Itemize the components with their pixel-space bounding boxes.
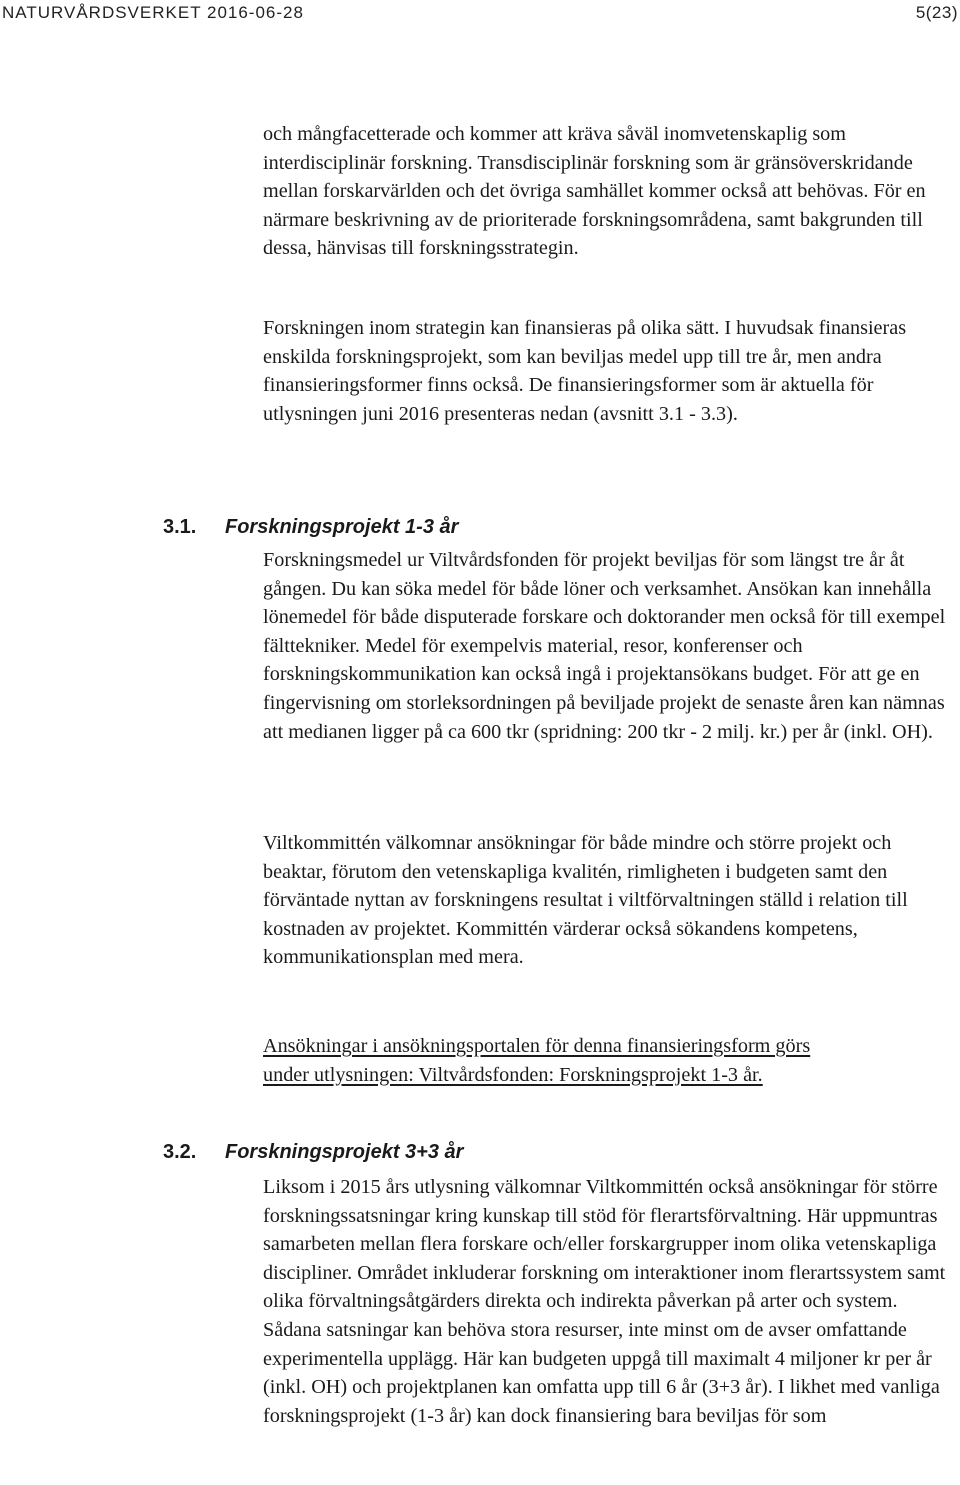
application-portal-link-line-1[interactable]: Ansökningar i ansökningsportalen för denna finansieringsform görs [263, 1035, 811, 1057]
header-page-number: 5(23) [915, 3, 958, 22]
section-number: 3.1. [163, 516, 197, 538]
section-title: Forskningsprojekt 3+3 år [225, 1141, 464, 1163]
section-3-1-paragraph-2: Viltkommittén välkomnar ansökningar för både mindre och större projekt och beaktar, förutom den vetenskapliga kvalitén, rimligheten i budgeten samt den förväntade nyttan av forskningens resultat i viltförvaltningen ställd i relation till kostnaden av projektet. Kommittén värderar också sökandens kompetens, kommunikationsplan med mera. [263, 832, 908, 969]
section-3-1-paragraph-1: Forskningsmedel ur Viltvårdsfonden för projekt beviljas för som längst tre år åt gången. Du kan söka medel för både löner och verksamhet. Ansökan kan innehålla lönemedel för både disputerade forskare och doktorander men också för till exempel fälttekniker. Medel för exempelvis material, resor, konferenser och forskningskommunikation kan också ingå i projektansökans budget. För att ge en fingervisning om storleksordningen på beviljade projekt de senaste åren kan nämnas att medianen ligger på ca 600 tkr (spridning: 200 tkr - 2 milj. kr.) per år (inkl. OH). [263, 549, 946, 743]
section-number: 3.2. [163, 1141, 197, 1163]
section-title: Forskningsprojekt 1-3 år [225, 516, 459, 538]
header-org-date: NATURVÅRDSVERKET 2016-06-28 [2, 3, 304, 22]
intro-paragraph-2: Forskningen inom strategin kan finansieras på olika sätt. I huvudsak finansieras enskilda forskningsprojekt, som kan beviljas medel upp till tre år, men andra finansieringsformer finns också. De finansieringsformer som är aktuella för utlysningen juni 2016 presenteras nedan (avsnitt 3.1 - 3.3). [263, 317, 907, 425]
application-portal-link-line-2[interactable]: under utlysningen: Viltvårdsfonden: Forskningsprojekt 1-3 år. [263, 1063, 763, 1086]
intro-paragraph-1: och mångfacetterade och kommer att kräva såväl inomvetenskaplig som interdisciplinär forskning. Transdisciplinär forskning som är gränsöverskridande mellan forskarvärlden och det övriga samhället kommer också att behövas. För en närmare beskrivning av de prioriterade forskningsområdena, samt bakgrunden till dessa, hänvisas till forskningsstrategin. [263, 123, 926, 260]
section-3-1-paragraph-3 [263, 1032, 960, 1089]
page-header [0, 0, 960, 28]
section-3-2-paragraph-1: Liksom i 2015 års utlysning välkomnar Viltkommittén också ansökningar för större forskningssatsningar kring kunskap till stöd för flerartsförvaltning. Här uppmuntras samarbeten mellan flera forskare och/eller forskargrupper inom olika vetenskapliga discipliner. Området inkluderar forskning om interaktioner inom flerartssystem samt olika förvaltningsåtgärders direkta och indirekta påverkan på arter och system. Sådana satsningar kan behöva stora resurser, inte minst om de avser omfattande experimentella upplägg. Här kan budgeten uppgå till maximalt 4 miljoner kr per år (inkl. OH) och projektplanen kan omfatta upp till 6 år (3+3 år). I likhet med vanliga forskningsprojekt (1-3 år) kan dock finansiering bara beviljas för som [263, 1176, 946, 1427]
